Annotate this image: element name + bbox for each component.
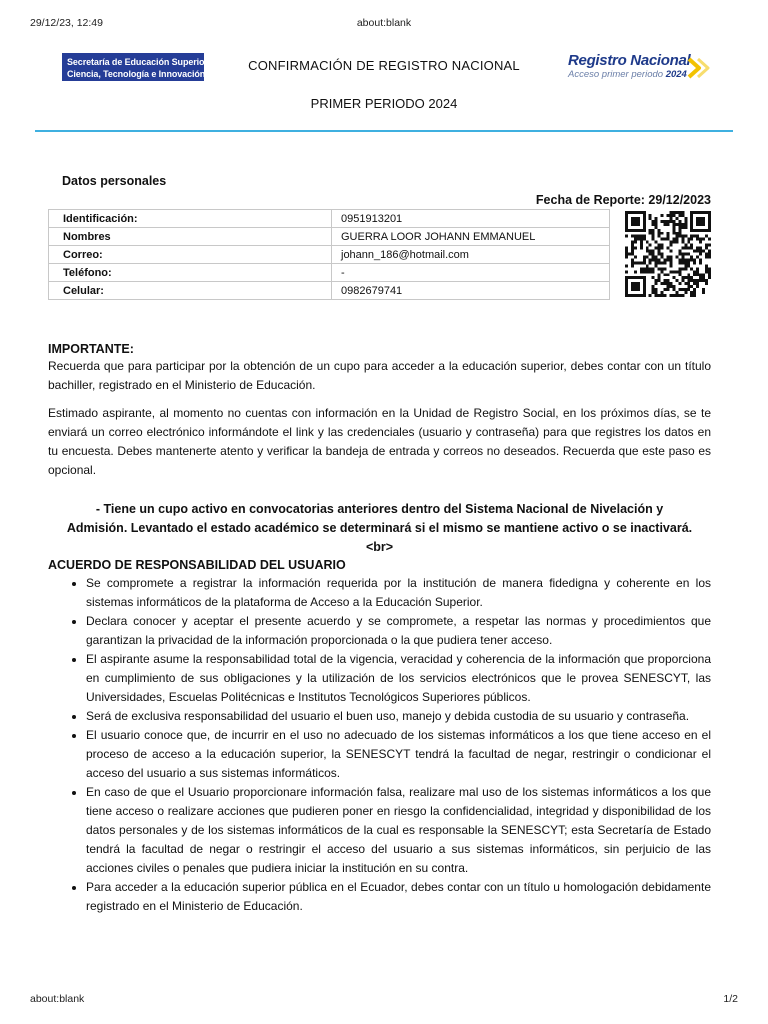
notice-line-3: <br> xyxy=(365,540,394,554)
qr-modules xyxy=(625,211,711,297)
row-label: Nombres xyxy=(49,228,332,246)
important-paragraph-2: Estimado aspirante, al momento no cuentas con información en la Unidad de Registro Social, en los próximos días, se te enviará un correo electrónico informándote el link y las credenciales (usuario y contraseña) para que registres los datos en tu encuesta. Debes mantenerte atento y verificar la bandeja de entrada y correos no deseados. Recuerda que este paso es opcional. xyxy=(48,406,711,477)
print-footer xyxy=(30,993,738,1007)
report-date: Fecha de Reporte: 29/12/2023 xyxy=(535,193,711,207)
row-value: 0982679741 xyxy=(332,282,610,300)
logo-right-title: Registro Nacional xyxy=(568,52,691,69)
list-item: • Declara conocer y aceptar el presente acuerdo y se compromete, a respetar las normas y procedimientos que garantizan la privacidad de la información proporcionada o la que pudiera tener acceso. xyxy=(86,612,711,650)
document-title: CONFIRMACIÓN DE REGISTRO NACIONAL xyxy=(248,58,520,73)
notice-line-2: Admisión. Levantado el estado académico se determinará si el mismo se mantiene activo o se inactivará. xyxy=(66,521,693,535)
row-label: Celular: xyxy=(49,282,332,300)
table-row xyxy=(49,246,610,264)
footer-url: about:blank xyxy=(30,993,85,1005)
document-body xyxy=(48,341,711,916)
important-heading: IMPORTANTE: xyxy=(48,342,134,356)
row-value: 0951913201 xyxy=(332,210,610,228)
row-label: Correo: xyxy=(49,246,332,264)
print-header xyxy=(30,17,738,31)
document-subtitle: PRIMER PERIODO 2024 xyxy=(310,96,458,111)
agreement-heading: ACUERDO DE RESPONSABILIDAD DEL USUARIO xyxy=(48,558,346,572)
page-number: 1/2 xyxy=(723,993,738,1005)
list-item: • Será de exclusiva responsabilidad del usuario el buen uso, manejo y debida custodia de su usuario y contraseña. xyxy=(86,707,711,726)
active-quota-notice xyxy=(48,500,711,557)
table-row xyxy=(49,264,610,282)
important-paragraph-1: Recuerda que para participar por la obtención de un cupo para acceder a la educación superior, debes contar con un título bachiller, registrado en el Ministerio de Educación. xyxy=(48,359,711,392)
list-item: • Se compromete a registrar la información requerida por la institución de manera fidedigna y coherente en los sistemas informáticos de la plataforma de Acceso a la Educación Superior. xyxy=(86,574,711,612)
logo-right-sub-text: Acceso primer periodo xyxy=(568,69,664,80)
logo-left-line1: Secretaría de Educación Superior, xyxy=(67,57,210,67)
chevron-right-icon xyxy=(687,57,711,79)
personal-data-table xyxy=(48,209,610,300)
table-row xyxy=(49,210,610,228)
qr-code-icon xyxy=(625,210,711,298)
registro-nacional-logo xyxy=(568,53,718,83)
agreement-list xyxy=(48,574,711,916)
list-item: • El usuario conoce que, de incurrir en el uso no adecuado de los sistemas informáticos a los que tiene acceso en el proceso de acceso a la educación superior, la SENESCYT tendrá la facultad de negar, restringir o condicionar el acceso del usuario a sus sistemas informáticos. xyxy=(86,726,711,783)
row-label: Teléfono: xyxy=(49,264,332,282)
list-item: • El aspirante asume la responsabilidad total de la vigencia, veracidad y coherencia de la información que proporciona en cumplimiento de sus obligaciones y la utilización de los servicios electrónicos que le provea SENESCYT, las Universidades, Escuelas Politécnicas e Institutos Tecnológicos Superiores públicos. xyxy=(86,650,711,707)
notice-line-1: - Tiene un cupo activo en convocatorias anteriores dentro del Sistema Nacional de Nivelación y xyxy=(95,502,664,516)
row-value: - xyxy=(332,264,610,282)
personal-data-title: Datos personales xyxy=(62,174,167,188)
print-date: 29/12/23, 12:49 xyxy=(30,17,103,29)
header-divider xyxy=(35,130,733,132)
senescyt-logo xyxy=(62,53,210,81)
list-item: • En caso de que el Usuario proporcionare información falsa, realizare mal uso de los sistemas informáticos a los que tiene acceso o realizare acciones que pudieren poner en riesgo la confidencialidad, integridad y disponibilidad de los datos personales y de los sistemas informáticos de la cual es responsable la SENESCYT; esta Secretaría de Estado tendrá la facultad de negar o restringir el acceso del usuario a sus sistemas informáticos, sin perjuicio de las acciones civiles o penales que pudiera iniciar la institución en su contra. xyxy=(86,783,711,878)
row-label: Identificación: xyxy=(49,210,332,228)
print-url: about:blank xyxy=(356,17,412,29)
table-row xyxy=(49,282,610,300)
logo-right-year: 2024 xyxy=(665,69,687,80)
row-value: johann_186@hotmail.com xyxy=(332,246,610,264)
table-row xyxy=(49,228,610,246)
list-item: • Para acceder a la educación superior pública en el Ecuador, debes contar con un título u homologación debidamente registrado en el Ministerio de Educación. xyxy=(86,878,711,916)
row-value: GUERRA LOOR JOHANN EMMANUEL xyxy=(332,228,610,246)
logo-left-line2: Ciencia, Tecnología e Innovación xyxy=(67,69,206,79)
